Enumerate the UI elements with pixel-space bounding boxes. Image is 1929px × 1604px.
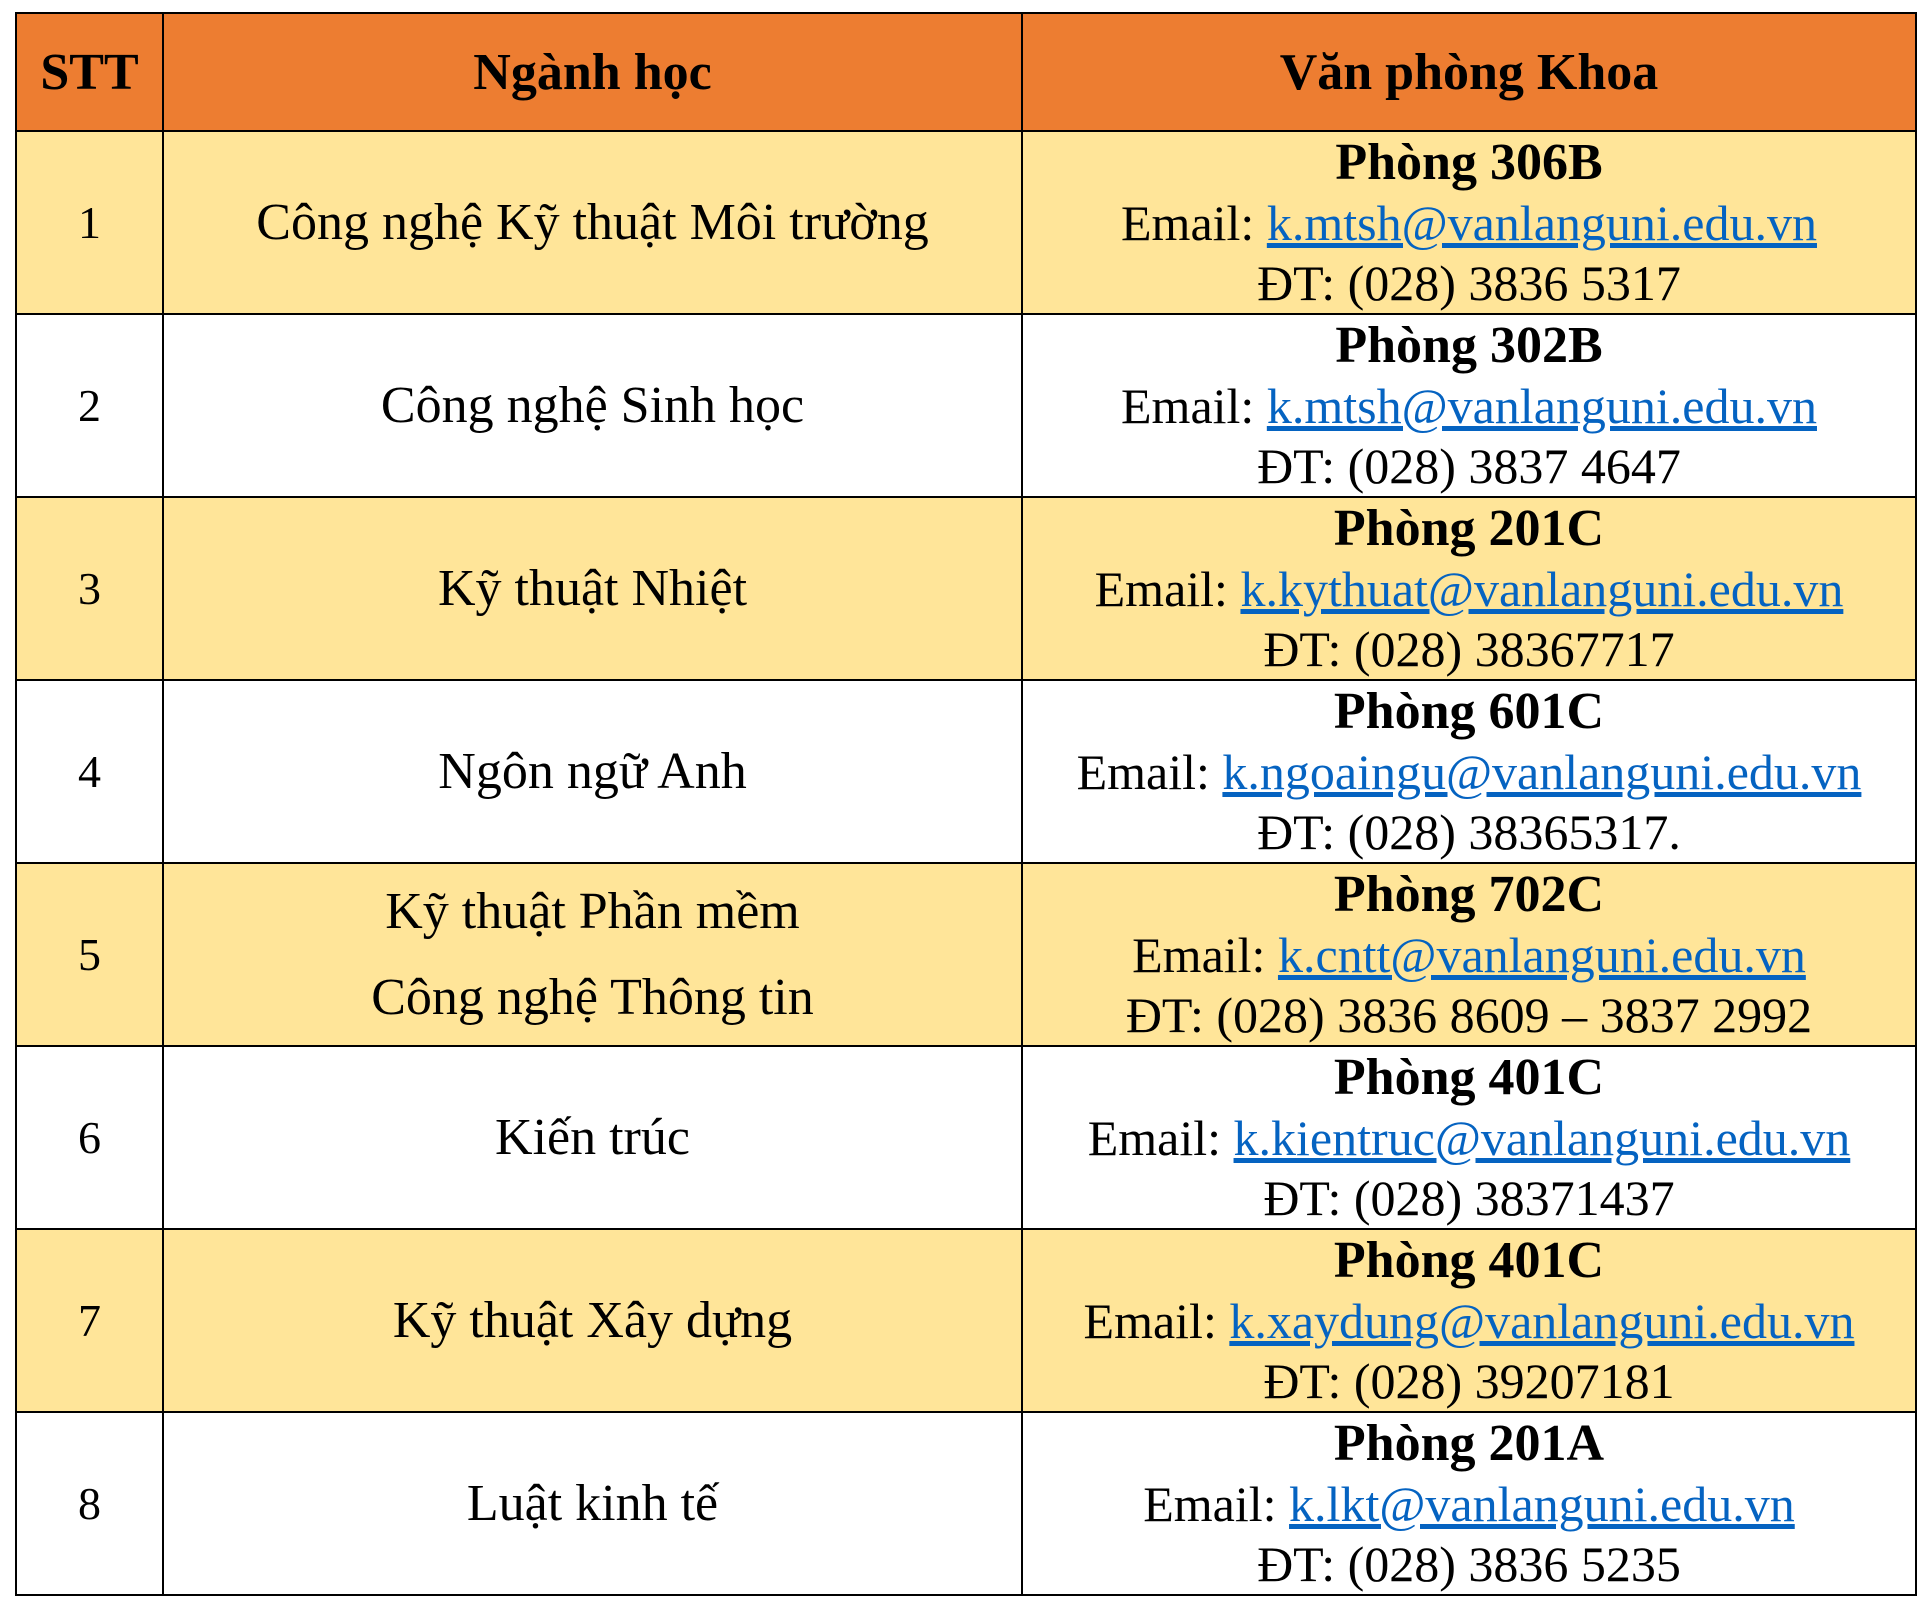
email-link[interactable]: k.cntt@vanlanguni.edu.vn: [1277, 926, 1806, 983]
email-line: [1023, 376, 1915, 436]
office-cell: [1022, 1229, 1916, 1412]
office-cell: [1022, 863, 1916, 1046]
email-label: Email:: [1132, 926, 1278, 983]
phone-number: ĐT: (028) 3836 5235: [1257, 1535, 1681, 1592]
email-label: Email:: [1083, 1292, 1230, 1349]
email-label: Email:: [1094, 560, 1241, 617]
office-room: Phòng 302B: [1335, 316, 1603, 374]
major-name: Kỹ thuật Xây dựng: [392, 1291, 793, 1349]
major-name: Kỹ thuật Nhiệt: [437, 559, 748, 617]
email-link[interactable]: k.kythuat@vanlanguni.edu.vn: [1240, 560, 1844, 617]
table-row: [16, 680, 1916, 863]
table-row: [16, 314, 1916, 497]
email-line: [1023, 559, 1915, 619]
email-line: [1023, 1474, 1915, 1534]
phone-number: ĐT: (028) 38365317.: [1257, 803, 1681, 860]
major-cell: [163, 1046, 1022, 1229]
office-cell: [1022, 497, 1916, 680]
phone-number: ĐT: (028) 39207181: [1263, 1352, 1675, 1409]
major-name: Công nghệ Sinh học: [380, 376, 805, 434]
office-room: Phòng 601C: [1333, 682, 1605, 740]
phone-number: ĐT: (028) 38367717: [1263, 620, 1675, 677]
table-row: [16, 1046, 1916, 1229]
office-room: Phòng 306B: [1335, 133, 1603, 191]
major-name: Ngôn ngữ Anh: [438, 742, 747, 800]
office-cell: [1022, 1046, 1916, 1229]
table-row: [16, 497, 1916, 680]
major-name: Công nghệ Thông tin: [371, 968, 814, 1026]
office-cell: [1022, 1412, 1916, 1595]
phone-number: ĐT: (028) 3836 5317: [1257, 254, 1681, 311]
email-link[interactable]: k.ngoaingu@vanlanguni.edu.vn: [1222, 743, 1862, 800]
row-number: 2: [16, 314, 163, 497]
email-line: [1023, 742, 1915, 802]
email-line: [1023, 1291, 1915, 1351]
major-cell: [163, 497, 1022, 680]
major-cell: [163, 680, 1022, 863]
major-name: Công nghệ Kỹ thuật Môi trường: [256, 193, 929, 251]
email-line: [1023, 1108, 1915, 1168]
header-row: [16, 13, 1916, 131]
major-name: Kiến trúc: [495, 1108, 690, 1166]
email-label: Email:: [1143, 1475, 1290, 1532]
table-row: [16, 1229, 1916, 1412]
major-name: Luật kinh tế: [466, 1474, 719, 1532]
phone-number: ĐT: (028) 3837 4647: [1257, 437, 1681, 494]
row-number: 7: [16, 1229, 163, 1412]
email-link[interactable]: k.mtsh@vanlanguni.edu.vn: [1266, 377, 1817, 434]
email-line: [1023, 193, 1915, 253]
office-cell: [1022, 314, 1916, 497]
header-major: Ngành học: [163, 13, 1022, 131]
phone-number: ĐT: (028) 3836 8609 – 3837 2992: [1125, 986, 1813, 1043]
major-cell: [163, 314, 1022, 497]
major-cell: [163, 131, 1022, 314]
header-office: Văn phòng Khoa: [1022, 13, 1916, 131]
row-number: 6: [16, 1046, 163, 1229]
phone-number: ĐT: (028) 38371437: [1263, 1169, 1675, 1226]
major-cell: [163, 1229, 1022, 1412]
row-number: 8: [16, 1412, 163, 1595]
email-label: Email:: [1121, 194, 1267, 251]
office-room: Phòng 201A: [1333, 1414, 1605, 1472]
email-label: Email:: [1076, 743, 1223, 800]
office-cell: [1022, 680, 1916, 863]
office-room: Phòng 401C: [1333, 1048, 1605, 1106]
email-link[interactable]: k.mtsh@vanlanguni.edu.vn: [1266, 194, 1817, 251]
office-room: Phòng 401C: [1333, 1231, 1605, 1289]
row-number: 4: [16, 680, 163, 863]
email-link[interactable]: k.xaydung@vanlanguni.edu.vn: [1229, 1292, 1855, 1349]
table-body: [16, 131, 1916, 1595]
office-room: Phòng 201C: [1333, 499, 1605, 557]
email-label: Email:: [1087, 1109, 1234, 1166]
faculty-office-table: [15, 12, 1917, 1596]
table-row: [16, 131, 1916, 314]
office-room: Phòng 702C: [1333, 865, 1605, 923]
header-stt: STT: [16, 13, 163, 131]
major-cell: [163, 1412, 1022, 1595]
email-label: Email:: [1121, 377, 1267, 434]
email-line: [1023, 925, 1915, 985]
office-cell: [1022, 131, 1916, 314]
major-cell: [163, 863, 1022, 1046]
row-number: 5: [16, 863, 163, 1046]
major-name: Kỹ thuật Phần mềm: [385, 882, 800, 940]
row-number: 1: [16, 131, 163, 314]
row-number: 3: [16, 497, 163, 680]
email-link[interactable]: k.lkt@vanlanguni.edu.vn: [1289, 1475, 1795, 1532]
table-row: [16, 863, 1916, 1046]
email-link[interactable]: k.kientruc@vanlanguni.edu.vn: [1233, 1109, 1851, 1166]
table-row: [16, 1412, 1916, 1595]
